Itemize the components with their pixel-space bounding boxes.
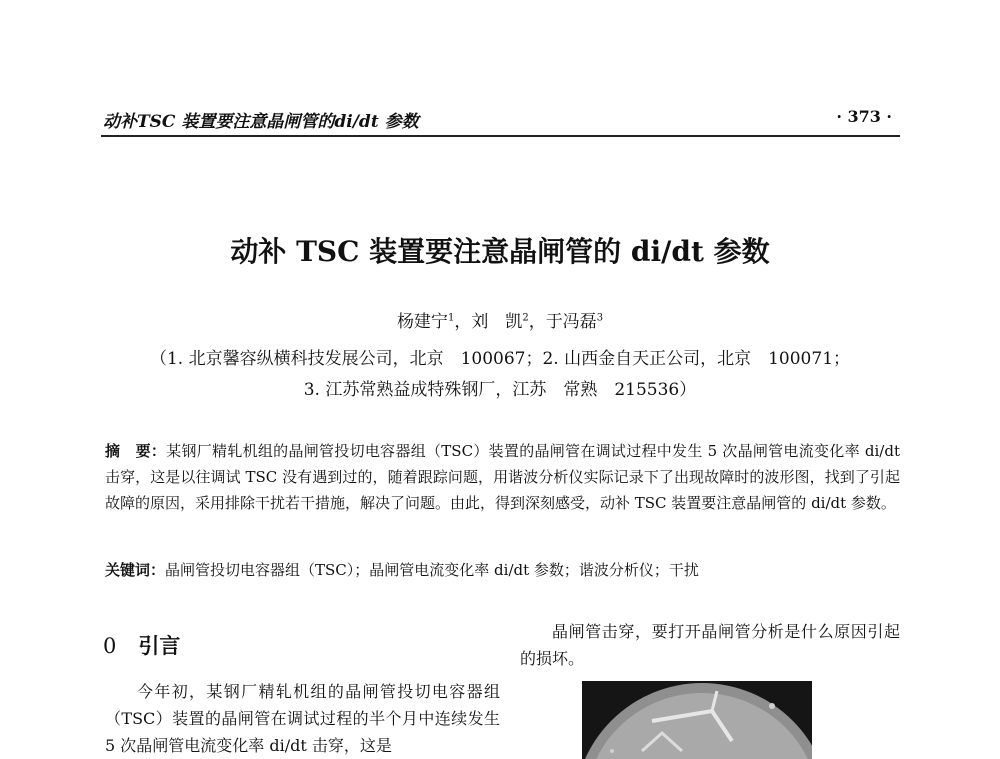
keywords-text: 晶闸管投切电容器组（TSC）；晶闸管电流变化率 di/dt 参数；谐波分析仪；干扰 <box>165 561 699 579</box>
body-paragraph-right: 晶闸管击穿，要打开晶闸管分析是什么原因引起的损坏。 <box>520 622 900 668</box>
article-title: 动补 TSC 装置要注意晶闸管的 di/dt 参数 <box>230 235 770 268</box>
author-name: 于冯磊 <box>545 312 597 332</box>
body-paragraph-left: 今年初，某钢厂精轧机组的晶闸管投切电容器组（TSC）装置的晶闸管在调试过程的半个月中连续发生 5 次晶闸管电流变化率 di/dt 击穿，这是 <box>105 682 500 755</box>
thyristor-photo-graphic <box>582 681 812 759</box>
abstract-label: 摘 要： <box>105 442 167 460</box>
keywords-label: 关键词： <box>105 561 166 579</box>
abstract <box>105 438 900 516</box>
author-affil-mark: 2 <box>522 312 529 324</box>
thyristor-photo <box>582 681 812 759</box>
affiliation-line: （1. 北京馨容纵横科技发展公司，北京 100067；2. 山西金自天正公司，北京 100071； <box>149 349 851 369</box>
author-name: 刘 凯 <box>471 312 523 332</box>
author-list: 杨建宁$^1$，刘 凯$^2$，于冯磊$^3$ <box>396 312 604 332</box>
affiliation-line: 3. 江苏常熟益成特殊钢厂，江苏 常熟 215536） <box>303 380 697 400</box>
section-number: 0 <box>103 634 117 658</box>
author-affil-mark: 3 <box>596 312 604 324</box>
running-header-title: 动补TSC 装置要注意晶闸管的di/dt 参数 <box>103 112 419 132</box>
keywords <box>105 559 900 580</box>
abstract-text: 某钢厂精轧机组的晶闸管投切电容器组（TSC）装置的晶闸管在调试过程中发生 5 次晶闸管电流变化率 di/dt 击穿，这是以往调试 TSC 没有遇到过的，随着跟踪问题，用谐波分析仪实际记录下了出现故障时的波形图，找到了引起故障的原因，采用排除干扰若干措施，解决了问题。由此，得到深刻感受，动补 TSC 装置要注意晶闸管的 di/dt 参数。 <box>105 442 900 512</box>
author-name: 杨建宁 <box>396 312 448 332</box>
section-heading <box>103 630 180 660</box>
section-title: 引言 <box>138 633 181 658</box>
author-affil-mark: 1 <box>447 312 455 324</box>
page-number: · 373 · <box>836 107 892 126</box>
header-rule <box>101 135 900 137</box>
